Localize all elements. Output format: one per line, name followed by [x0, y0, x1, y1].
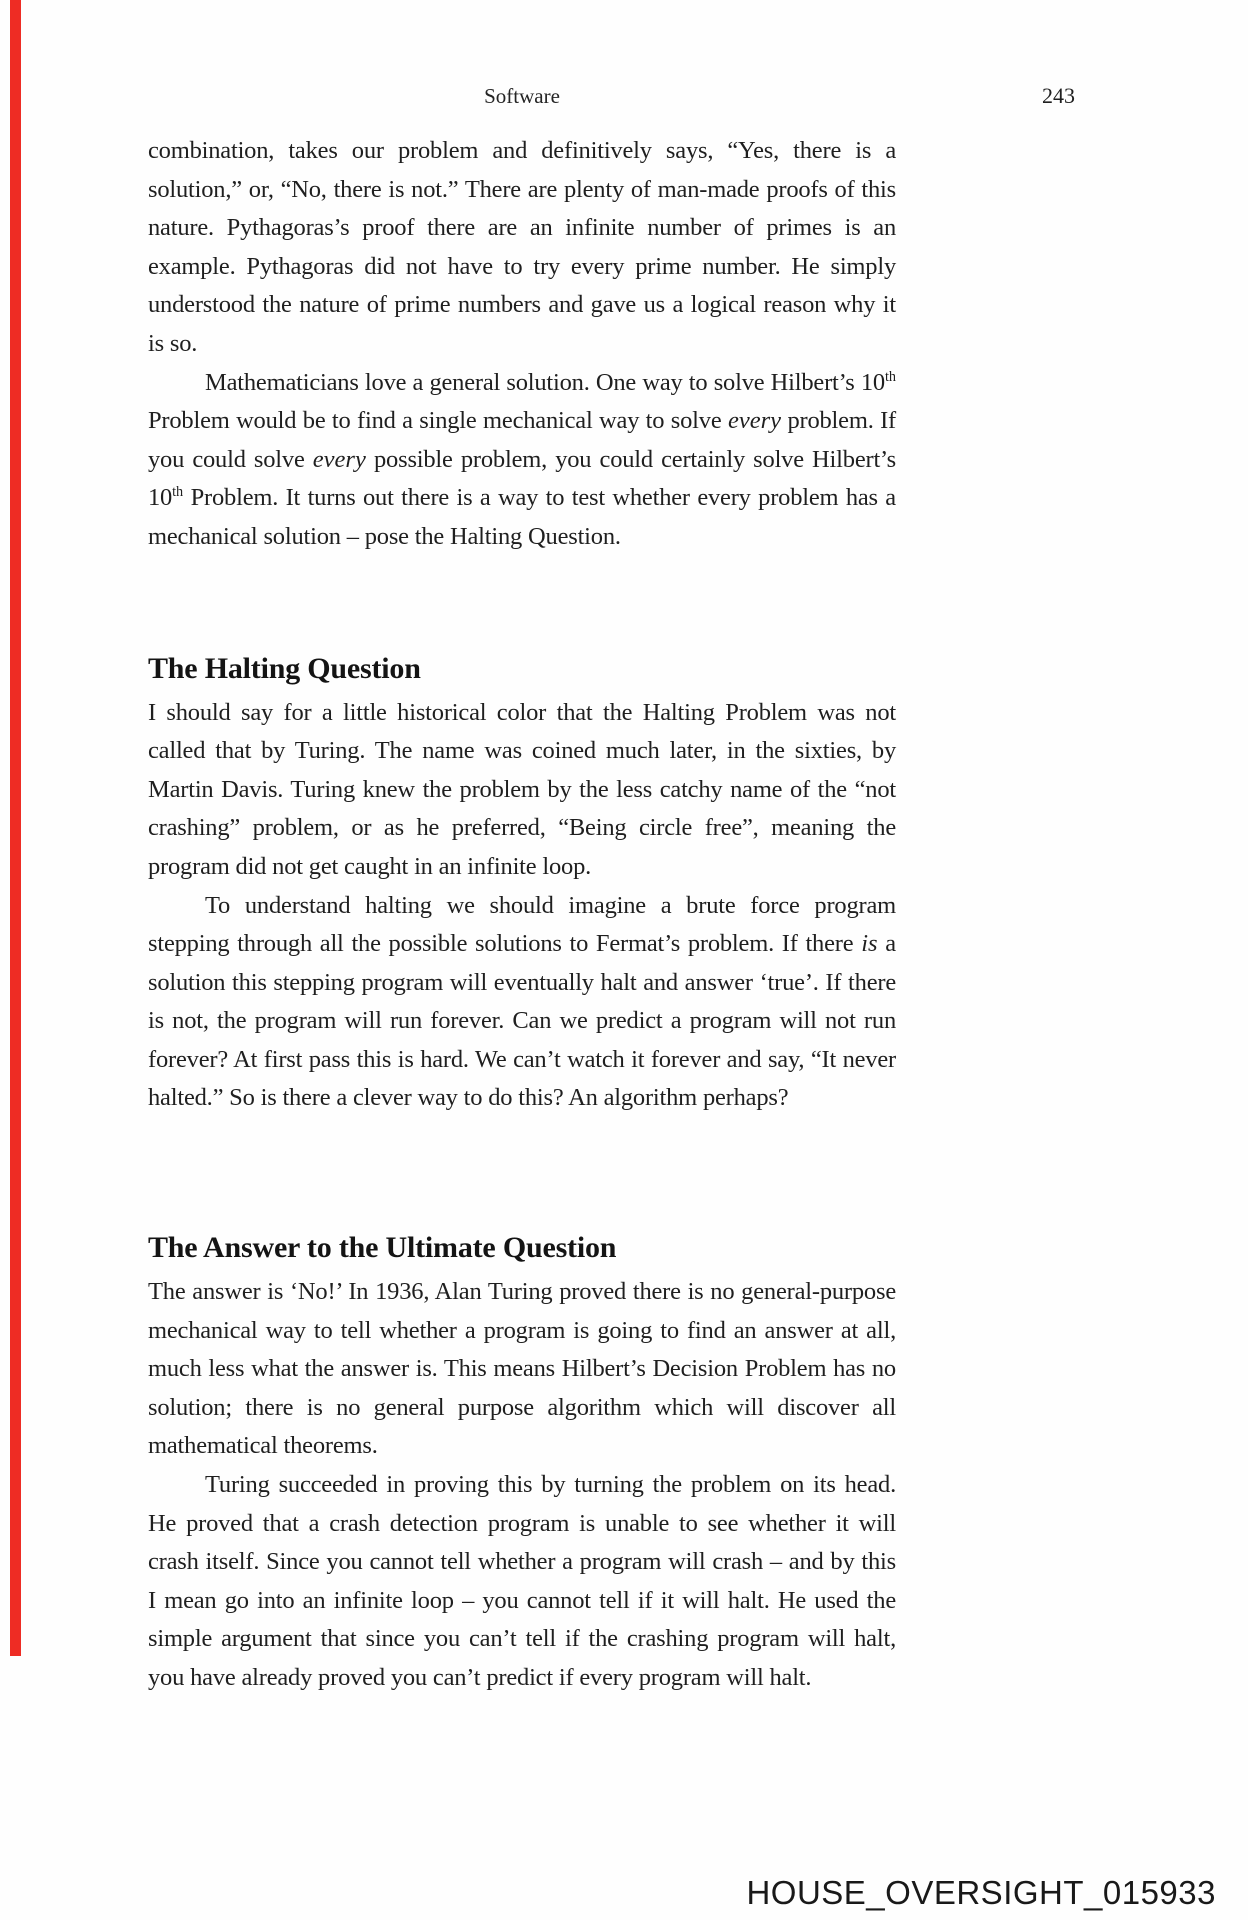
section-heading: The Halting Question [148, 651, 421, 685]
bates-number-watermark: HOUSE_OVERSIGHT_015933 [746, 1874, 1216, 1911]
paragraph: Turing succeeded in proving this by turning the problem on its head. He proved that a crash detection program is unable to see whether it will crash itself. Since you cannot tell whether a program will crash – and by this I mean go into an infinite loop – you cannot tell if it will halt. He used the simple argument that since you can’t tell if the crashing program will halt, you have already proved you can’t predict if every program will halt. [148, 1471, 896, 1691]
page-number: 243 [1042, 83, 1075, 108]
paragraph: combination, takes our problem and definitively says, “Yes, there is a solution,” or, “No, there is not.” There are plenty of man-made proofs of this nature. Pythagoras’s proof there are an infinite number of primes is an example. Pythagoras did not have to try every prime number. He simply understood the nature of prime numbers and gave us a logical reason why it is so. [148, 137, 896, 357]
body-text [148, 132, 896, 1698]
paragraph: To understand halting we should imagine a brute force program stepping through all the possible solutions to Fermat’s problem. If there is a solution this stepping program will eventually halt and answer ‘true’. If there is not, the program will run forever. Can we predict a program will not run forever? At first pass this is hard. We can’t watch it forever and say, “It never halted.” So is there a clever way to do this? An algorithm perhaps? [148, 891, 896, 1112]
paragraph: Mathematicians love a general solution. One way to solve Hilbert’s 10th Problem would be to find a single mechanical way to solve every problem. If you could solve every possible problem, you could certainly solve Hilbert’s 10th Problem. It turns out there is a way to test whether every problem has a mechanical solution – pose the Halting Question. [148, 368, 896, 550]
text-column [148, 0, 896, 1698]
running-header-title: Software [484, 84, 560, 108]
paragraph: I should say for a little historical color that the Halting Problem was not called that by Turing. The name was coined much later, in the sixties, by Martin Davis. Turing knew the problem by the less catchy name of the “not crashing” problem, or as he preferred, “Being circle free”, meaning the program did not get caught in an infinite loop. [148, 698, 896, 880]
paragraph: The answer is ‘No!’ In 1936, Alan Turing proved there is no general-purpose mechanical way to tell whether a program is going to find an answer at all, much less what the answer is. This means Hilbert’s Decision Problem has no solution; there is no general purpose algorithm which will discover all mathematical theorems. [148, 1278, 896, 1460]
scan-edge-stripe [10, 0, 21, 1656]
section-heading: The Answer to the Ultimate Question [148, 1231, 617, 1265]
